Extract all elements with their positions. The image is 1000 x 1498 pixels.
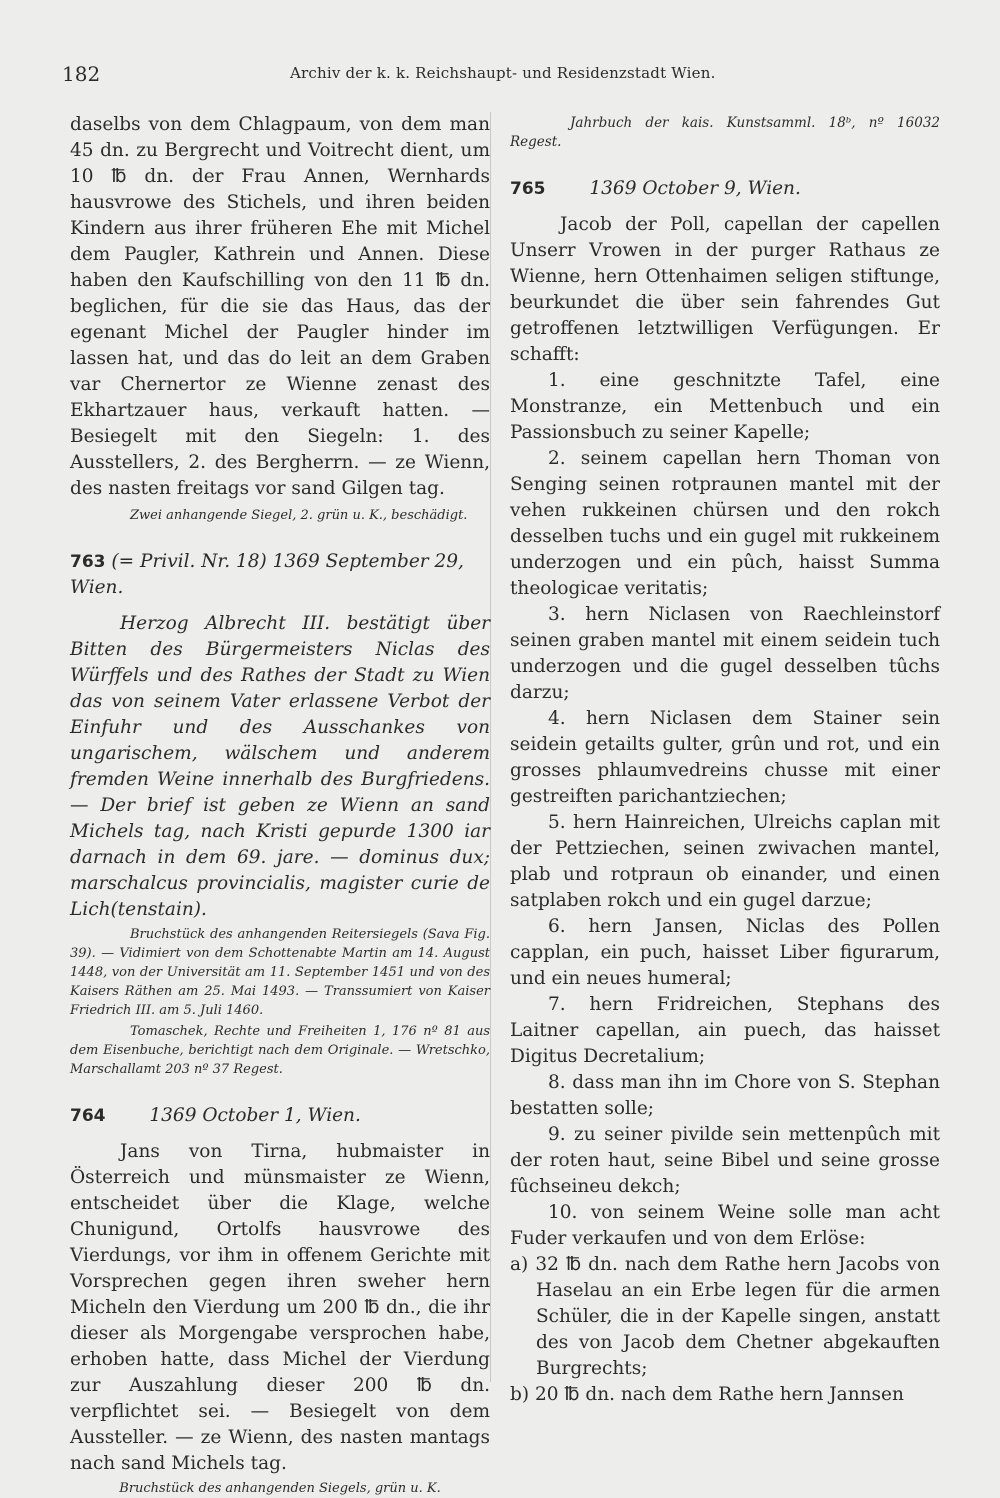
literature-note: Jahrbuch der kais. Kunstsamml. 18ᵇ, nº 16032 Regest. (510, 115, 940, 150)
sub-item: a) 32 ℔ dn. nach dem Rathe hern Jacobs von Haselau an ein Erbe legen für die armen Schüler, die in der Kapelle singen, anstatt des von Jacob dem Chetner abgekauften Burgrechts; (510, 1254, 940, 1379)
list-item: 4. hern Niclasen dem Stainer sein seidein getailts gulter, grûn und rot, und ein grosses phlaumvedreins chusse mit einer gestreiften parichantziechen; (510, 708, 940, 807)
list-item: 10. von seinem Weine solle man acht Fuder verkaufen und von dem Erlöse: (510, 1202, 940, 1249)
regest-763-seal-note: Bruchstück des anhangenden Reitersiegels (Sava Fig. 39). — Vidimiert von dem Schottenabte Martin am 14. August 1448, von der Universität am 11. September 1451 und von des Kaisers Räthen am 25. Mai 1493. — Transsumiert von Kaiser Friedrich III. am 5. Juli 1460. (70, 927, 490, 1018)
running-title: Archiv der k. k. Reichshaupt- und Residenzstadt Wien. (290, 64, 716, 82)
seal-note: Zwei anhangende Siegel, 2. grün u. K., beschädigt. (130, 508, 468, 523)
regest-number: 764 (70, 1106, 106, 1126)
regest-764-seal-note: Bruchstück des anhangenden Siegels, grün u. K. (119, 1481, 441, 1496)
list-item: 3. hern Niclasen von Raechleinstorf seinen graben mantel mit einem seidein tuch underzogen und die gugel desselben tûchs darzu; (510, 604, 940, 703)
regest-765-intro: Jacob der Poll, capellan der capellen Unserr Vrowen in der purger Rathaus ze Wienne, hern Ottenhaimen seligen stiftunge, beurkundet die über sein fahrendes Gut getroffenen letztwilligen Verfügungen. Er schafft: (510, 214, 940, 365)
continued-paragraph: daselbs von dem Chlagpaum, von dem man 45 dn. zu Bergrecht und Voitrecht dient, um 10 ℔ dn. der Frau Annen, Wernhards hausvrowe des Stichels, und ihren beiden Kindern aus ihrer früheren Ehe mit Michel dem Paugler, Kathrein und Annen. Diese haben den Kaufschilling von den 11 ℔ dn. beglichen, für die sie das Haus, das der egenant Michel der Paugler hinder im lassen hat, und das do leit an dem Graben var Chernertor ze Wienne zenast des Ekhartzauer haus, verkauft hatten. — Besiegelt mit den Siegeln: 1. des Ausstellers, 2. des Bergherrn. — ze Wienn, des nasten freitags vor sand Gilgen tag. (70, 114, 490, 499)
page-number: 182 (62, 62, 101, 86)
regest-763-text: Herzog Albrecht III. bestätigt über Bitten des Bürgermeisters Niclas des Würffels und des Rathes der Stadt zu Wien das von seinem Vater erlassene Verbot der Einfuhr und des Ausschankes von ungarischem, wälschem und anderem fremden Weine innerhalb des Burgfriedens. — Der brief ist geben ze Wienn an sand Michels tag, nach Kristi gepurde 1300 iar darnach in dem 69. jare. — dominus dux; marschalcus provincialis, magister curie de Lich(tenstain). (70, 613, 490, 920)
list-item: 2. seinem capellan hern Thoman von Senging seinen rotpraunen mantel mit der vehen rukkeinen chürsen und den rokch desselben tuchs und ein gugel mit rukkeinem underzogen und ein pûch, haisst Summa theologicae veritatis; (510, 448, 940, 599)
regest-765-heading (510, 176, 940, 202)
regest-date: (= Privil. Nr. 18) 1369 September 29, Wien. (70, 551, 464, 598)
regest-number: 763 (70, 552, 106, 572)
bequest-list (510, 368, 940, 1408)
list-item: 8. dass man ihn im Chore von S. Stephan bestatten solle; (510, 1072, 940, 1119)
regest-number: 765 (510, 179, 546, 199)
list-item: 9. zu seiner pivilde sein mettenpûch mit der roten haut, seine Bibel und seine grosse fûchseineu dekch; (510, 1124, 940, 1197)
column-divider (490, 112, 491, 1382)
list-item: 5. hern Hainreichen, Ulreichs caplan mit der Pettziechen, seinen zwivachen mantel, plab und rotpraun ob einander, und einen satplaben rokch und ein gugel darzue; (510, 812, 940, 911)
left-column (70, 112, 490, 1498)
list-item: 7. hern Fridreichen, Stephans des Laitner capellan, ain puech, das haisset Digitus Decretalium; (510, 994, 940, 1067)
regest-764-text: Jans von Tirna, hubmaister in Österreich und münsmaister ze Wienn, entscheidet über die Klage, welche Chunigund, Ortolfs hausvrowe des Vierdungs, vor ihm in offenem Gerichte mit Vorsprechen gegen ihren sweher hern Micheln den Vierdung um 200 ℔ dn., die ihr dieser als Morgengabe versprochen habe, erhoben hatte, dass Michel der Vierdung zur Auszahlung dieser 200 ℔ dn. verpflichtet sei. — Besiegelt von dem Aussteller. — ze Wienn, des nasten mantags nach sand Michels tag. (70, 1141, 490, 1474)
regest-764-heading (70, 1103, 490, 1129)
regest-date: 1369 October 9, Wien. (589, 178, 801, 199)
page-header (62, 62, 942, 92)
list-item: 6. hern Jansen, Niclas des Pollen capplan, ein puch, haisset Liber figurarum, und ein neues humeral; (510, 916, 940, 989)
sub-item: b) 20 ℔ dn. nach dem Rathe hern Jannsen (510, 1384, 904, 1405)
regest-763-heading (70, 549, 490, 601)
right-column (510, 112, 940, 1408)
regest-date: 1369 October 1, Wien. (149, 1105, 361, 1126)
regest-763-literature: Tomaschek, Rechte und Freiheiten 1, 176 nº 81 aus dem Eisenbuche, berichtigt nach dem Originale. — Wretschko, Marschallamt 203 nº 37 Regest. (70, 1024, 490, 1077)
list-item: 1. eine geschnitzte Tafel, eine Monstranze, ein Mettenbuch und ein Passionsbuch zu seiner Kapelle; (510, 370, 940, 443)
